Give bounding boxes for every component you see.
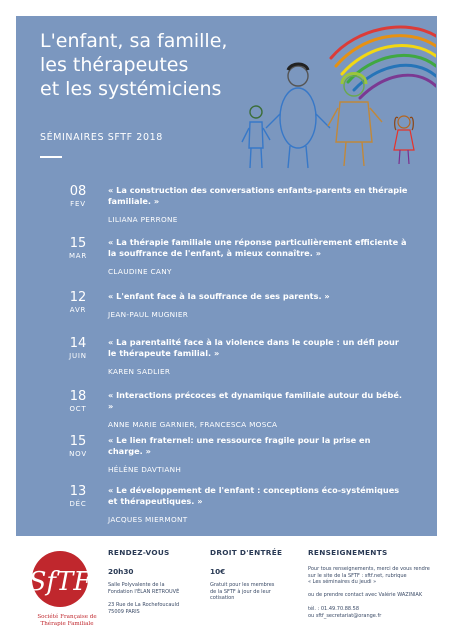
- session-speaker: JEAN-PAUL MUGNIER: [108, 310, 189, 319]
- session-date: [60, 290, 96, 314]
- rendez-vous-column: [108, 548, 200, 615]
- session-month: OCT: [69, 405, 87, 413]
- rdv-place: [108, 582, 200, 595]
- info-text: [308, 566, 434, 586]
- title-line: L'enfant, sa famille,: [40, 30, 228, 52]
- session-month: FEV: [70, 200, 86, 208]
- fee-note-line: de la SFTF à jour de leur: [210, 588, 271, 595]
- rdv-place-line: Fondation l'ÉLAN RETROUVÉ: [108, 588, 180, 595]
- page-title: [40, 29, 227, 101]
- rdv-address: [108, 602, 200, 615]
- fee-heading: DROIT D'ENTRÉE: [210, 548, 283, 557]
- session-speaker: ANNE MARIE GARNIER, FRANCESCA MOSCA: [108, 420, 278, 429]
- session-month: AVR: [69, 306, 87, 314]
- session-title: « Le développement de l'enfant : conceptions éco-systémiques et thérapeutiques. »: [108, 485, 400, 506]
- logo-caption-line: Thérapie Familiale: [40, 621, 94, 627]
- fee-note-line: Gratuit pour les membres: [210, 582, 275, 588]
- session-month: NOV: [69, 450, 87, 458]
- session-title: « Le lien fraternel: une ressource fragile pour la prise en charge. »: [108, 435, 371, 456]
- session-title: « La parentalité face à la violence dans le couple : un défi pour le thérapeute familial. »: [108, 337, 399, 358]
- info-phone: tél. : 01.49.70.88.58: [308, 606, 360, 612]
- session-date: [60, 236, 96, 260]
- session-date: [60, 484, 96, 508]
- info-email[interactable]: ou sftf_secretariat@orange.fr: [308, 612, 382, 619]
- session-day: 13: [69, 484, 87, 499]
- session-date: [60, 184, 96, 208]
- session-day: 18: [69, 389, 87, 404]
- info-heading: RENSEIGNEMENTS: [308, 548, 388, 557]
- rdv-heading: RENDEZ-VOUS: [108, 548, 170, 557]
- session-day: 15: [69, 434, 87, 449]
- session-title: « L'enfant face à la souffrance de ses parents. »: [108, 291, 330, 301]
- session-speaker: CLAUDINE CANY: [108, 267, 172, 276]
- rdv-time: 20h30: [108, 567, 134, 576]
- rdv-place-line: Salle Polyvalente de la: [108, 582, 165, 588]
- info-line: « Les séminaires du jeudi »: [308, 579, 377, 585]
- session-day: 08: [69, 184, 87, 199]
- info-line: Pour tous renseignements, merci de vous rendre: [308, 566, 430, 572]
- rdv-address-line: 75009 PARIS: [108, 608, 140, 615]
- fee-note: [210, 582, 298, 602]
- series-subtitle: SÉMINAIRES SFTF 2018: [40, 132, 163, 143]
- info-contact: ou de prendre contact avec Valérie WAZINIAK: [308, 591, 423, 598]
- session-title: « La thérapie familiale une réponse particulièrement efficiente à la souffrance de l'enfant, à mieux connaître. »: [108, 237, 407, 258]
- title-line: et les systémiciens: [40, 78, 222, 100]
- session-title: « La construction des conversations enfants-parents en thérapie familiale. »: [108, 185, 408, 206]
- sftf-logo-mark-icon: [24, 546, 96, 612]
- logo-caption: [24, 614, 110, 628]
- session-day: 12: [69, 290, 87, 305]
- title-divider: [40, 156, 62, 158]
- info-column: [308, 548, 434, 619]
- child-family-drawing-illustration: [236, 18, 436, 170]
- footer: [16, 536, 437, 640]
- session-date: [60, 434, 96, 458]
- title-line: les thérapeutes: [40, 54, 189, 76]
- session-speaker: JACQUES MIERMONT: [108, 515, 188, 524]
- info-line: sur le site de la SFTF : sftf.net, rubrique: [308, 572, 407, 579]
- session-date: [60, 336, 96, 360]
- logo-caption-line: Société Française de: [37, 614, 97, 620]
- session-month: MAR: [68, 252, 88, 260]
- sftf-logo: [24, 546, 96, 632]
- session-speaker: KAREN SADLIER: [108, 367, 171, 376]
- session-month: DÉC: [69, 500, 87, 508]
- fee-note-line: cotisation: [210, 595, 235, 601]
- session-day: 14: [69, 336, 87, 351]
- fee-amount: 10€: [210, 567, 226, 576]
- session-date: [60, 389, 96, 413]
- rdv-address-line: 23 Rue de La Rochefoucauld: [108, 602, 180, 608]
- session-speaker: LILIANA PERRONE: [108, 215, 178, 224]
- session-title: « Interactions précoces et dynamique familiale autour du bébé. »: [108, 390, 403, 411]
- session-day: 15: [69, 236, 87, 251]
- session-month: JUIN: [69, 352, 87, 360]
- session-speaker: HÉLÈNE DAVTIANH: [108, 465, 182, 474]
- logo-letters: SfTF: [28, 567, 92, 597]
- fee-column: [210, 548, 298, 602]
